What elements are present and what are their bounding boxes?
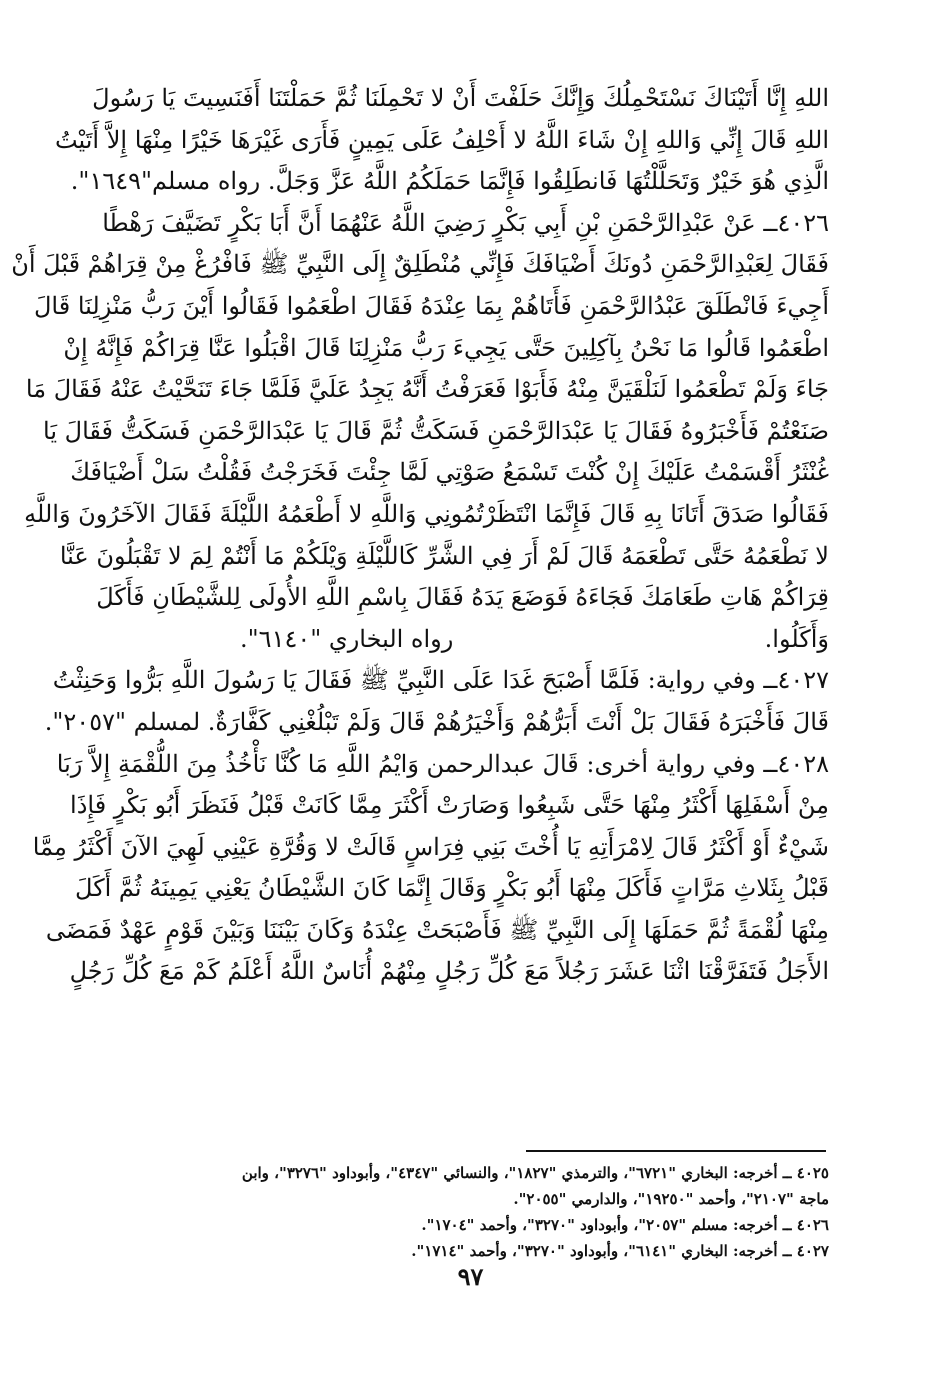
closing-line bbox=[130, 619, 829, 661]
text-line: صَنَعْتُمْ فَأَخْبَرُوهُ فَقَالَ يَا عَبْدَالرَّحْمَنِ فَسَكَتُّ ثُمَّ قَالَ يَا عَبْدَالرَّحْمَنِ فَسَكَتُّ فَقَالَ يَا bbox=[43, 416, 829, 445]
text-line: مِنْهَا لُقْمَةً ثُمَّ حَمَلَهَا إِلَى النَّبِيِّ ﷺ فَأَصْبَحَتْ عِنْدَهُ وَكَانَ بَيْنَنَا وَبَيْنَ قَوْمٍ عَهْدٌ فَمَضَى bbox=[45, 915, 829, 944]
text-line: اللهِ إِنَّا أَتَيْنَاكَ نَسْتَحْمِلُكَ وَإِنَّكَ حَلَفْتَ أَنْ لا تَحْمِلَنَا ثُمَّ حَمَلْتَنَا أَفَنَسِيتَ يَا رَسُولَ bbox=[92, 84, 829, 112]
text-line: الَّذِي هُوَ خَيْرٌ وَتَحَلَّلْتُهَا فَانطَلِقُوا فَإِنَّمَا حَمَلَكُمُ اللَّهُ عَزَّ وَجَلَّ. رواه مسلم"١٦٤٩". bbox=[70, 167, 829, 196]
hadith-4026-start: ٤٠٢٦ــ عَنْ عَبْدِالرَّحْمَنِ بْنِ أَبِي بَكْرٍ رَضِيَ اللَّهُ عَنْهُمَا أَنَّ أَبَا بَكْرٍ تَضَيَّفَ رَهْطًا bbox=[102, 208, 829, 237]
text-line: الأَجَلُ فَتَفَرَّقْنَا اثْنَا عَشَرَ رَجُلاً مَعَ كُلِّ رَجُلٍ مِنْهُمْ أُنَاسٌ اللَّهُ أَعْلَمُ كَمْ مَعَ كُلِّ رَجُلٍ bbox=[69, 957, 829, 986]
text-line: جَاءَ وَلَمْ تَطْعَمُوا لَنَلْقَيَنَّ مِنْهُ فَأَبَوْا فَعَرَفْتُ أَنَّهُ يَجِدُ عَلَيَّ فَلَمَّا جَاءَ تَنَحَّيْتُ عَنْهُ فَقَالَ مَا bbox=[25, 375, 829, 404]
text-line: فَقَالُوا صَدَقَ أَتَانَا بِهِ قَالَ فَإِنَّمَا انْتَظَرْتُمُونِي وَاللَّهِ لا أَطْعَمُهُ اللَّيْلَةَ فَقَالَ الآخَرُونَ وَاللَّهِ bbox=[24, 499, 829, 528]
text-line: لا نَطْعَمُهُ حَتَّى تَطْعَمَهُ قَالَ لَمْ أَرَ فِي الشَّرِّ كَاللَّيْلَةِ وَيْلَكُمْ مَا أَنْتُمْ لِمَ لا تَقْبَلُونَ عَنَّا bbox=[59, 541, 829, 570]
closing-text: وَأَكَلُوا. bbox=[764, 624, 829, 653]
main-text bbox=[11, 78, 829, 993]
text-line: مِنْ أَسْفَلِهَا أَكْثَرُ مِنْهَا حَتَّى شَبِعُوا وَصَارَتْ أَكْثَرَ مِمَّا كَانَتْ قَبْلُ فَنَظَرَ أَبُو بَكْرٍ فَإِذَا bbox=[70, 791, 829, 820]
hadith-4027-start: ٤٠٢٧ــ وفي رواية: فَلَمَّا أَصْبَحَ غَدَا عَلَى النَّبِيِّ ﷺ فَقَالَ يَا رَسُولَ اللَّهِ بَرُّوا وَحَنِثْتُ bbox=[52, 666, 829, 695]
hadith-4028-start: ٤٠٢٨ــ وفي رواية أخرى: قَالَ عبدالرحمن وَايْمُ اللَّهِ مَا كُنَّا نَأْخُذُ مِنَ اللُّقْمَةِ إِلاَّ رَبَا bbox=[56, 749, 829, 778]
text-line: قَبْلُ بِثَلاثِ مَرَّاتٍ فَأَكَلَ مِنْهَا أَبُو بَكْرٍ وَقَالَ إِنَّمَا كَانَ الشَّيْطَانُ يَعْنِي يَمِينَهُ ثُمَّ أَكَلَ bbox=[75, 874, 829, 903]
footnote-4027: ٤٠٢٧ ــ أخرجه: البخاري "٦١٤١"، وأبوداود "٣٢٧٠"، وأحمد "١٧١٤". bbox=[411, 1242, 829, 1260]
source-citation: رواه البخاري "٦١٤٠". bbox=[240, 624, 454, 653]
footnote-4025-cont: ماجة "٢١٠٧"، وأحمد "١٩٢٥٠"، والدارمي "٢٠٥٥". bbox=[513, 1190, 829, 1208]
text-line: أَجِيءَ فَانْطَلَقَ عَبْدُالرَّحْمَنِ فَأَتَاهُمْ بِمَا عِنْدَهُ فَقَالَ اطْعَمُوا فَقَالُوا أَيْنَ رَبُّ مَنْزِلِنَا قَالَ bbox=[33, 291, 829, 320]
footnote-divider bbox=[526, 1150, 826, 1152]
text-line: اللهِ قَالَ إِنِّي وَاللهِ إِنْ شَاءَ اللَّهُ لا أَحْلِفُ عَلَى يَمِينٍ فَأَرَى غَيْرَهَا خَيْرًا مِنْهَا إِلاَّ أَتَيْتُ bbox=[54, 125, 829, 154]
footnotes bbox=[130, 1160, 829, 1264]
text-line: قِرَاكُمْ هَاتِ طَعَامَكَ فَجَاءَهُ فَوَضَعَ يَدَهُ فَقَالَ بِاسْمِ اللَّهِ الأُولَى لِلشَّيْطَانِ فَأَكَلَ bbox=[96, 583, 829, 612]
text-line: شَيْءٌ أَوْ أَكْثَرُ قَالَ لِامْرَأَتِهِ يَا أُخْتَ بَنِي فِرَاسٍ قَالَتْ لا وَقُرَّةِ عَيْنِي لَهِيَ الآنَ أَكْثَرُ مِمَّا bbox=[32, 832, 829, 861]
text-line: اطْعَمُوا قَالُوا مَا نَحْنُ بِآكِلِينَ حَتَّى يَجِيءَ رَبُّ مَنْزِلِنَا قَالَ اقْبَلُوا عَنَّا قِرَاكُمْ فَإِنَّهُ إِنْ bbox=[63, 333, 829, 362]
text-line: قَالَ فَأَخْبَرَهُ فَقَالَ بَلْ أَنْتَ أَبَرُّهُمْ وَأَخْيَرُهُمْ قَالَ وَلَمْ تَبْلُغْنِي كَفَّارَةٌ. لمسلم "٢٠٥٧". bbox=[44, 707, 829, 736]
text-line: فَقَالَ لِعَبْدِالرَّحْمَنِ دُونَكَ أَضْيَافَكَ فَإِنِّي مُنْطَلِقٌ إِلَى النَّبِيِّ ﷺ فَافْرُغْ مِنْ قِرَاهُمْ قَبْلَ أَنْ bbox=[11, 250, 829, 279]
footnote-4025: ٤٠٢٥ ــ أخرجه: البخاري "٦٧٢١"، والترمذي "١٨٢٧"، والنسائي "٤٣٤٧"، وأبوداود "٣٢٧٦"، وابن bbox=[241, 1164, 829, 1182]
page-number: ٩٧ bbox=[457, 1262, 484, 1291]
footnote-4026: ٤٠٢٦ ــ أخرجه: مسلم "٢٠٥٧"، وأبوداود "٣٢٧٠"، وأحمد "١٧٠٤". bbox=[421, 1216, 829, 1234]
text-line: غُنْثَرُ أَقْسَمْتُ عَلَيْكَ إِنْ كُنْتَ تَسْمَعُ صَوْتِي لَمَّا جِئْتَ فَخَرَجْتُ فَقُلْتُ سَلْ أَضْيَافَكَ bbox=[70, 458, 829, 487]
